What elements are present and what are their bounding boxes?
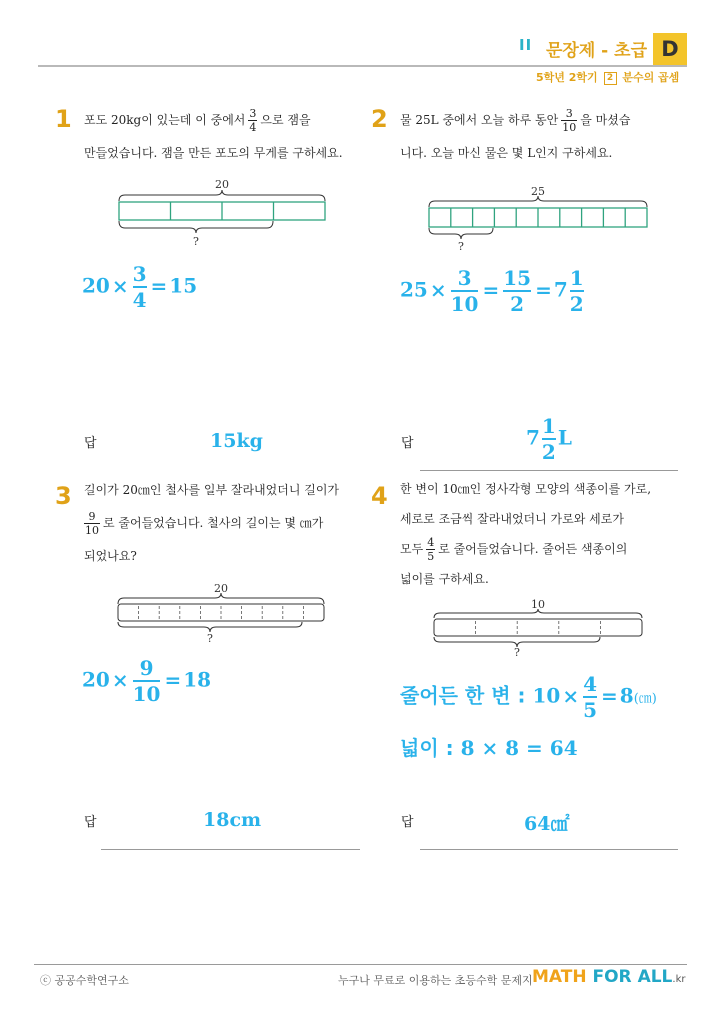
problem-3-text-c: 되었나요? (84, 549, 137, 563)
p2-top-label: 25 (531, 185, 545, 198)
problem-4-text-d: 로 줄어들었습니다. 줄어든 색종이의 (438, 542, 628, 556)
p3-bottom-label: ? (207, 632, 213, 645)
problem-2-text-a: 물 25L 중에서 오늘 하루 동안 (400, 113, 559, 127)
problem-3-answer-label: 답 (84, 815, 97, 830)
level-badge: D (653, 33, 687, 65)
footer-tagline: 누구나 무료로 이용하는 초등수학 문제지 (338, 974, 533, 987)
problem-1-text-b: 으로 잼을 (260, 113, 311, 127)
problem-2-number: 2 (371, 105, 388, 133)
problem-2-answer: 7 $\frac{1}{2}$ L (526, 414, 572, 464)
problem-3-answer: 18cm (203, 809, 262, 831)
p3-top-label: 20 (214, 582, 228, 595)
problem-4-text-a: 한 변이 10㎝인 정사각형 모양의 색종이를 가로, (400, 482, 652, 496)
problem-3-solution: 20 × $\frac{9}{10}$ = 18 (82, 656, 212, 706)
problem-3-text-b: 로 줄어들었습니다. 철사의 길이는 몇 ㎝가 (103, 516, 324, 530)
copyright: ⓒ 공공수학연구소 (40, 974, 129, 987)
problem-4-solution-1: 줄어든 한 변 : 10 × $\frac{4}{5}$ = 8(㎝) (400, 672, 657, 722)
problem-2-text-b: 을 마셨습 (580, 113, 631, 127)
problem-3-number: 3 (55, 482, 72, 510)
problem-2-fraction: $\frac{3}{10}$ (562, 107, 577, 134)
problem-4-number: 4 (371, 482, 388, 510)
problem-4-text-b: 세로로 조금씩 잘라내었더니 가로와 세로가 (400, 512, 624, 526)
grade-text: 5학년 2학기 (536, 71, 598, 84)
problem-3-text-a: 길이가 20㎝인 철사를 일부 잘라내었더니 길이가 (84, 483, 339, 497)
problem-1-number: 1 (55, 105, 72, 133)
problem-2-answer-label: 답 (401, 436, 414, 451)
worksheet-title: 문장제 - 초급 (546, 41, 648, 61)
problem-4-answer-label: 답 (401, 815, 414, 830)
p2-bottom-label: ? (458, 240, 464, 253)
problem-1-text-a: 포도 20kg이 있는데 이 중에서 (84, 113, 246, 127)
problem-4-solution-2: 넓이 : 8 × 8 = 64 (400, 736, 578, 760)
unit-number: 2 (604, 72, 617, 85)
problem-2-text-c: 니다. 오늘 마신 물은 몇 L인지 구하세요. (400, 146, 613, 160)
problem-2-solution: 25 × $\frac{3}{10}$ = $\frac{15}{2}$ = 7 $\frac{1}{2}$ (400, 266, 584, 316)
problem-4-divider (420, 849, 678, 850)
p4-top-label: 10 (531, 598, 545, 611)
p1-top-label: 20 (215, 178, 229, 191)
problem-1-answer-label: 답 (84, 436, 97, 451)
unit-name: 분수의 곱셈 (622, 71, 680, 84)
p1-bottom-label: ? (193, 235, 199, 248)
problem-1-text-c: 만들었습니다. 잼을 만든 포도의 무게를 구하세요. (84, 146, 343, 160)
problem-4-fraction: $\frac{4}{5}$ (427, 536, 435, 563)
problem-1-answer: 15kg (210, 430, 263, 452)
footer-divider (34, 964, 687, 965)
problem-4-answer: 64㎠ (524, 813, 570, 835)
brand-logo: MATH FOR ALL.kr (532, 967, 686, 987)
header-mark: II (519, 36, 533, 54)
problem-1-solution: 20 × $\frac{3}{4}$ = 15 (82, 262, 198, 312)
problem-4-text-c: 모두 (400, 542, 424, 556)
problem-3-fraction: $\frac{9}{10}$ (85, 510, 99, 537)
problem-1-fraction: $\frac{3}{4}$ (249, 107, 257, 134)
problem-4-text-e: 넓이를 구하세요. (400, 572, 489, 586)
p4-bottom-label: ? (514, 646, 520, 659)
